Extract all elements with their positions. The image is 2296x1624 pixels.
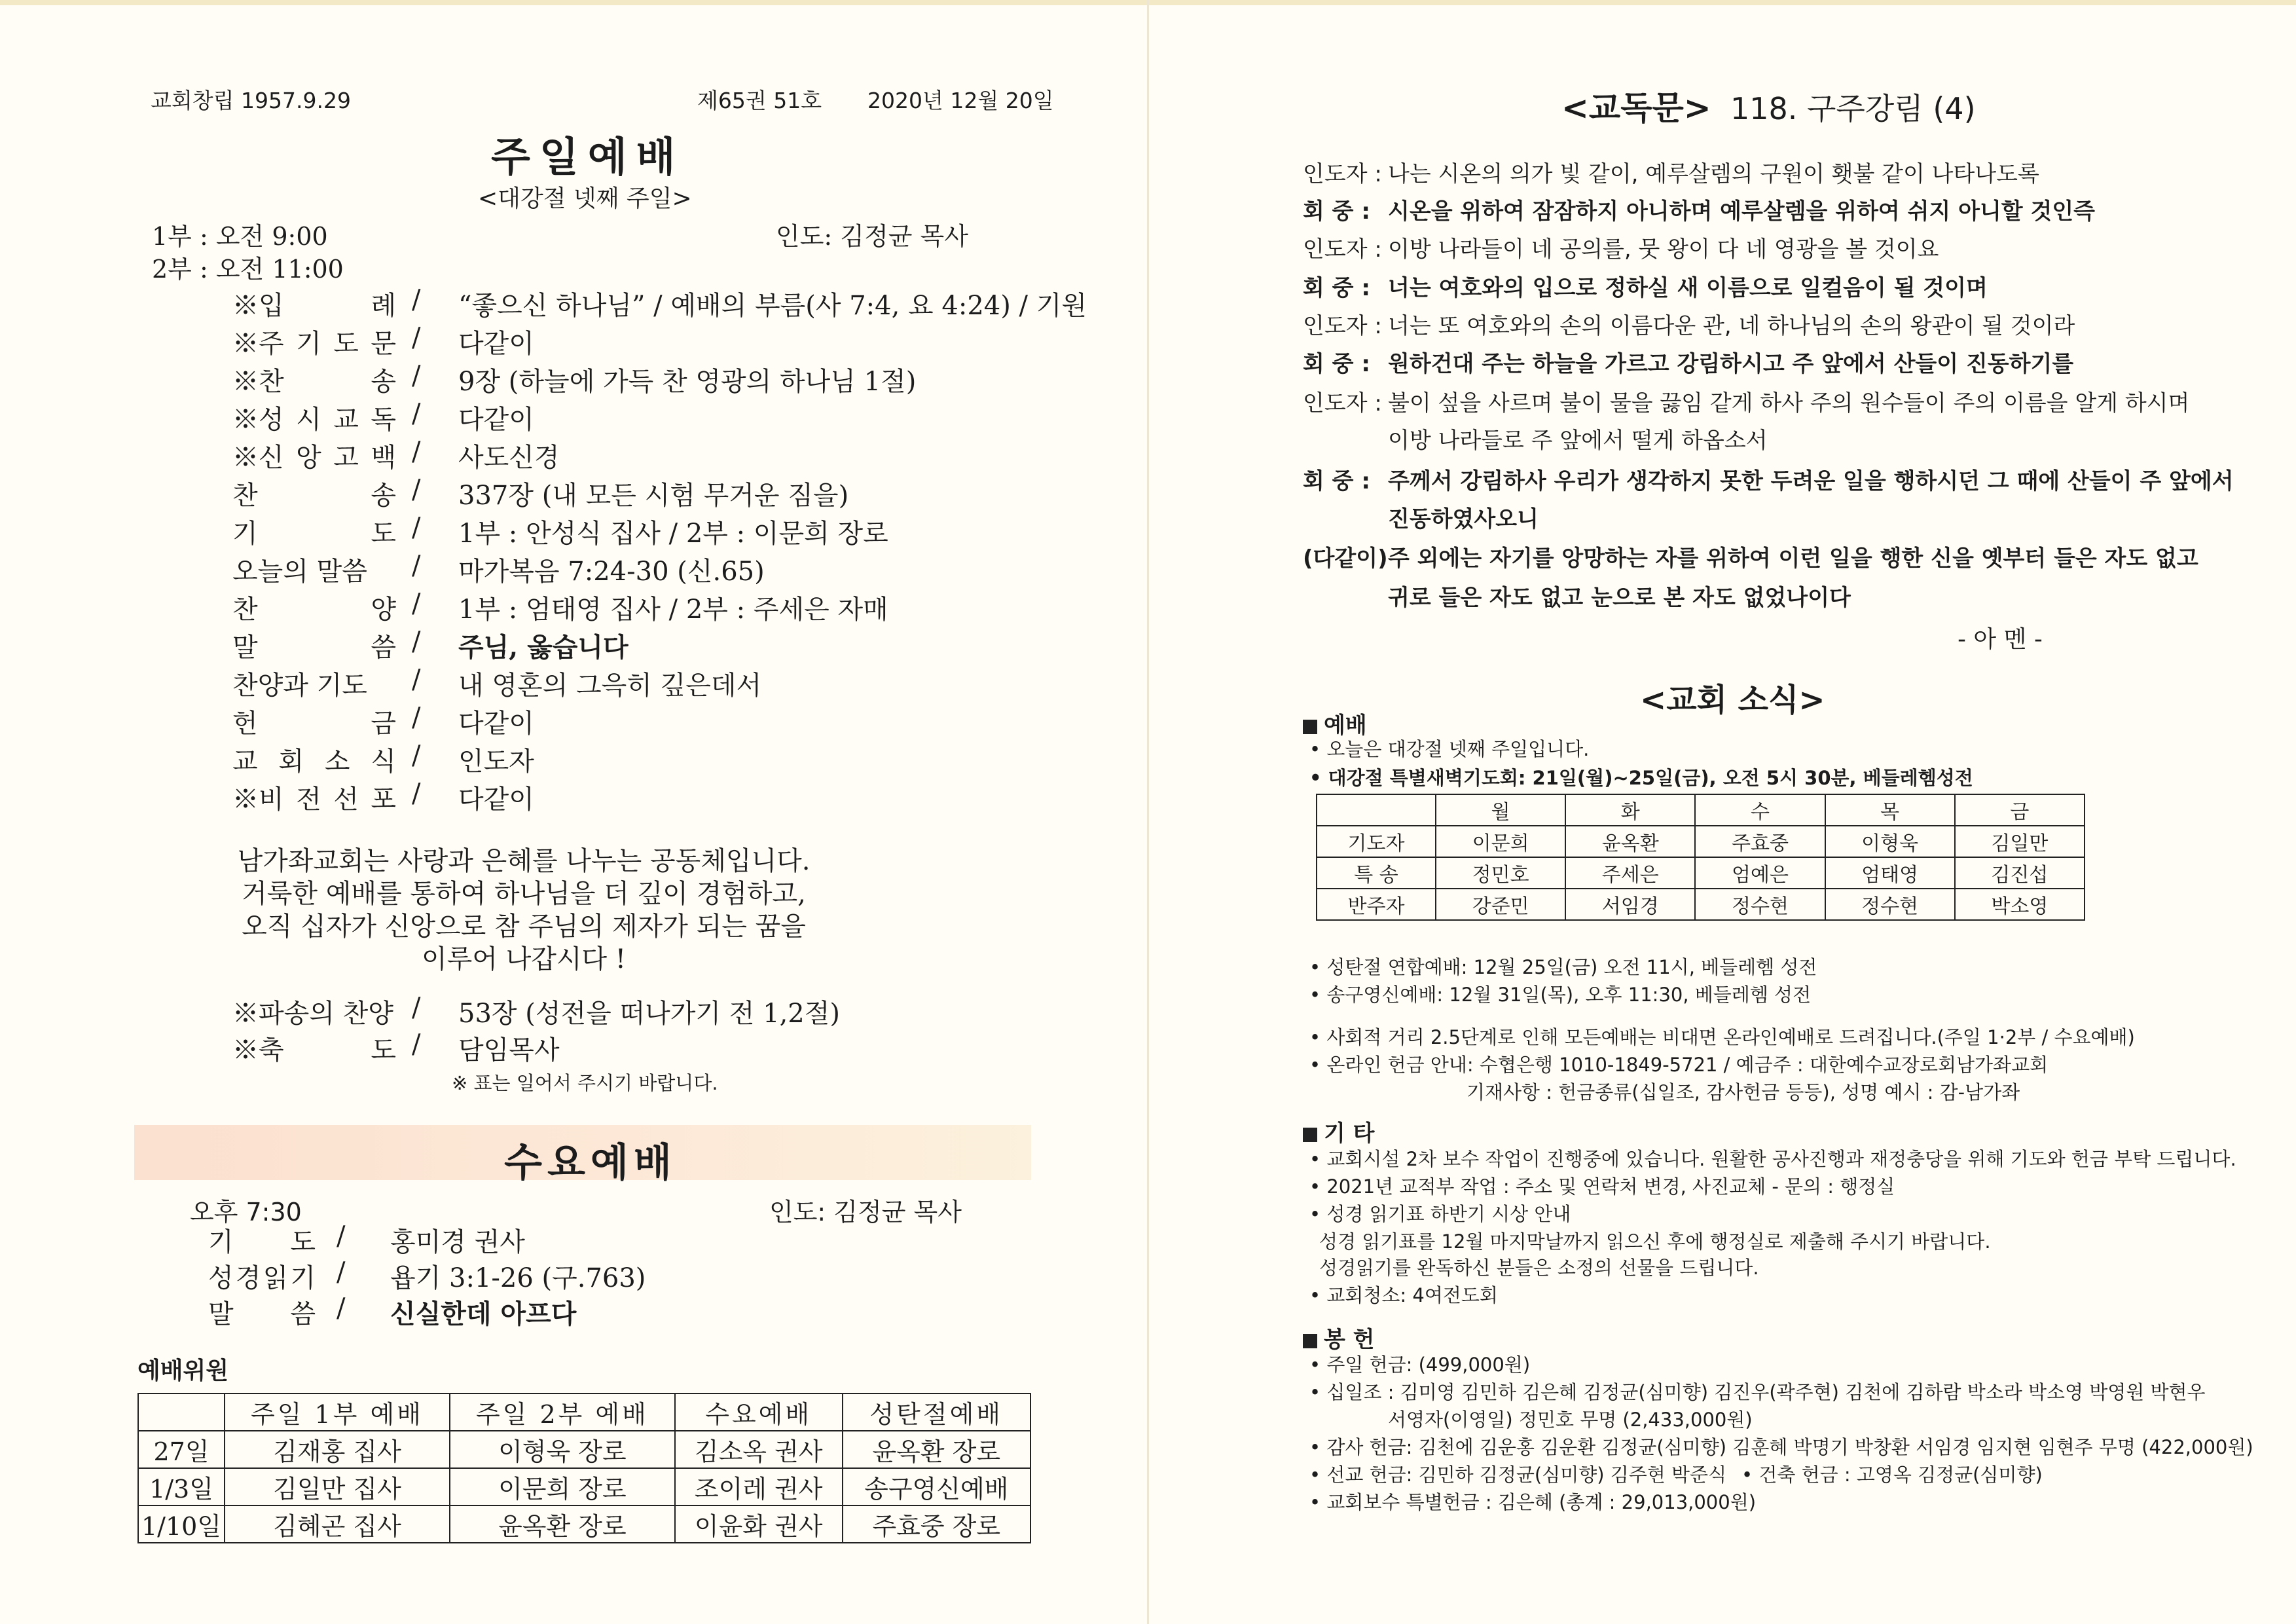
news-line: 성경읽기를 완독하신 분들은 소정의 선물을 드립니다. xyxy=(1319,1257,1759,1279)
order-slash: / xyxy=(412,779,421,809)
reading-speaker: 회 중 : xyxy=(1303,351,1370,377)
order-value: 인도자 xyxy=(458,747,534,777)
reading-text: 불이 섶을 사르며 불이 물을 끓임 같게 하사 주의 원수들이 주의 이름을 알게 하시며 xyxy=(1388,390,2190,416)
order-slash: / xyxy=(412,741,421,771)
closing-slash: / xyxy=(412,1029,421,1060)
offering-line: • 주일 헌금: (499,000원) xyxy=(1309,1354,1531,1376)
order-slash: / xyxy=(412,513,421,543)
order-slash: / xyxy=(412,475,421,505)
reading-speaker: 회 중 : xyxy=(1303,468,1370,494)
volume-number: 제65권 51호 xyxy=(697,88,822,113)
duty-row xyxy=(138,1468,1030,1505)
order-label: 헌 금 xyxy=(232,709,396,739)
duty-header-row xyxy=(138,1393,1030,1431)
order-label: 기 도 xyxy=(232,519,396,549)
reading-line xyxy=(1303,463,2234,495)
duty-cell: 조이레 권사 xyxy=(675,1468,843,1505)
dawn-header-cell: 목 xyxy=(1825,794,1955,826)
closing-label: ※축 도 xyxy=(232,1035,396,1065)
reading-text: 주께서 강림하사 우리가 생각하지 못한 두려운 일을 행하시던 그 때에 산들이 주 앞에서 xyxy=(1388,468,2234,494)
dawn-header-row xyxy=(1317,794,2085,826)
order-label: 말 씀 xyxy=(232,633,396,663)
reading-text: 이방 나라들이 네 공의를, 뭇 왕이 다 네 영광을 볼 것이요 xyxy=(1388,236,1939,263)
order-label: 찬 송 xyxy=(232,481,396,511)
duty-row xyxy=(138,1505,1030,1543)
order-value: 마가복음 7:24-30 (신.65) xyxy=(458,557,765,587)
dawn-cell: 주효중 xyxy=(1695,826,1825,857)
order-label: ※비 전 선 포 xyxy=(232,784,396,815)
dawn-cell: 주세은 xyxy=(1565,857,1695,889)
sunday-service-title: 주일예배 xyxy=(491,133,685,181)
reading-text: 이방 나라들로 주 앞에서 떨게 하옵소서 xyxy=(1388,428,1768,454)
order-label: 찬 양 xyxy=(232,595,396,625)
dawn-cell: 김일만 xyxy=(1955,826,2085,857)
reading-text: 너는 또 여호와의 손의 이름다운 관, 네 하나님의 손의 왕관이 될 것이라 xyxy=(1388,313,2075,339)
offering-line: • 십일조 : 김미영 김민하 김은혜 김정균(심미향) 김진우(곽주현) 김천에 김하람 박소라 박소영 박영원 박현우 xyxy=(1309,1381,2206,1403)
news-line: • 온라인 헌금 안내: 수협은행 1010-1849-5721 / 예금주 : 대한예수교장로회남가좌교회 xyxy=(1309,1054,2049,1076)
wed-order-value: 욥기 3:1-26 (구.763) xyxy=(390,1263,646,1293)
reading-title xyxy=(1561,82,1976,129)
reading-speaker: 회 중 : xyxy=(1303,198,1370,225)
wed-order-label: 성 경 읽 기 xyxy=(208,1263,316,1293)
reading-text: 너는 여호와의 입으로 정하실 새 이름으로 일컬음이 될 것이며 xyxy=(1388,275,1988,301)
duty-cell: 1/10일 xyxy=(138,1505,225,1543)
order-value: 9장 (하늘에 가득 찬 영광의 하나님 1절) xyxy=(458,367,917,397)
wednesday-service-title: 수요예배 xyxy=(504,1140,677,1186)
reading-line xyxy=(1388,580,1851,612)
reading-speaker: 인도자 : xyxy=(1303,236,1382,263)
closing-value: 담임목사 xyxy=(458,1035,560,1065)
reading-speaker: 인도자 : xyxy=(1303,390,1382,416)
dawn-cell: 정민호 xyxy=(1436,857,1565,889)
duty-cell: 김재홍 집사 xyxy=(225,1431,450,1468)
news-line: • 대강절 특별새벽기도회: 21일(월)~25일(금), 오전 5시 30분, 베들레헴성전 xyxy=(1309,767,1973,789)
vision-line: 이루어 나갑시다 ! xyxy=(422,944,626,974)
order-label: ※성 시 교 독 xyxy=(232,405,396,435)
duty-cell: 김혜곤 집사 xyxy=(225,1505,450,1543)
reading-line xyxy=(1303,231,1939,263)
reading-line xyxy=(1388,501,1539,533)
dawn-cell: 정수현 xyxy=(1825,889,1955,920)
reading-line xyxy=(1303,385,2189,417)
duty-header-cell: 주일 2부 예배 xyxy=(450,1393,675,1431)
news-line: • 교회시설 2차 보수 작업이 진행중에 있습니다. 원활한 공사진행과 재정충당을 위해 기도와 헌금 부탁 드립니다. xyxy=(1309,1148,2236,1170)
dawn-cell: 반주자 xyxy=(1317,889,1436,920)
offering-line: • 감사 헌금: 김천에 김운홍 김운환 김정균(심미향) 김훈혜 박명기 박창환 서임경 임지현 임현주 무명 (422,000원) xyxy=(1309,1436,2253,1458)
order-label: ※신 앙 고 백 xyxy=(232,443,396,473)
dawn-cell: 서임경 xyxy=(1565,889,1695,920)
vision-line: 남가좌교회는 사랑과 은혜를 나누는 공동체입니다. xyxy=(237,846,811,876)
reading-line xyxy=(1303,308,2075,340)
news-line: • 송구영신예배: 12월 31일(목), 오후 11:30, 베들레헴 성전 xyxy=(1309,984,1812,1006)
dawn-cell: 이문희 xyxy=(1436,826,1565,857)
news-line: 기재사항 : 헌금종류(십일조, 감사헌금 등등), 성명 예시 : 감-남가좌 xyxy=(1467,1081,2020,1103)
service-time-1: 1부 : 오전 9:00 xyxy=(152,222,328,251)
bulletin-date: 2020년 12월 20일 xyxy=(867,88,1054,113)
reading-line xyxy=(1303,193,2095,225)
offering-line: 서영자(이영일) 정민호 무명 (2,433,000원) xyxy=(1388,1409,1753,1431)
duty-cell: 27일 xyxy=(138,1431,225,1468)
offering-line: • 건축 헌금 : 고영옥 김정균(심미향) xyxy=(1741,1464,2043,1486)
reading-number: 118. 구주강림 (4) xyxy=(1730,91,1976,126)
dawn-cell: 특 송 xyxy=(1317,857,1436,889)
dawn-header-cell: 금 xyxy=(1955,794,2085,826)
reading-text: 진동하였사오니 xyxy=(1388,506,1539,532)
dawn-cell: 기도자 xyxy=(1317,826,1436,857)
reading-label: <교독문> xyxy=(1561,88,1711,127)
dawn-row xyxy=(1317,857,2085,889)
duty-header-cell: 수요예배 xyxy=(675,1393,843,1431)
offering-line: • 교회보수 특별헌금 : 김은혜 (총계 : 29,013,000원) xyxy=(1309,1491,1757,1513)
reading-text: 귀로 들은 자도 없고 눈으로 본 자도 없었나이다 xyxy=(1388,585,1851,611)
dawn-row xyxy=(1317,826,2085,857)
duty-cell: 윤옥환 장로 xyxy=(843,1431,1031,1468)
reading-speaker: 회 중 : xyxy=(1303,275,1370,301)
founded-date: 교회창립 1957.9.29 xyxy=(151,88,351,113)
service-time-2: 2부 : 오전 11:00 xyxy=(152,255,344,284)
duty-cell: 김소옥 권사 xyxy=(675,1431,843,1468)
wednesday-time: 오후 7:30 xyxy=(190,1198,302,1227)
wed-order-value: 홍미경 권사 xyxy=(390,1227,525,1257)
duty-cell: 이윤화 권사 xyxy=(675,1505,843,1543)
duty-cell: 주효중 장로 xyxy=(843,1505,1031,1543)
vision-line: 거룩한 예배를 통하여 하나님을 더 깊이 경험하고, xyxy=(242,879,806,909)
offering-section-header: 봉 헌 xyxy=(1303,1321,1375,1354)
duty-title: 예배위원 xyxy=(137,1357,229,1384)
dawn-cell: 박소영 xyxy=(1955,889,2085,920)
wed-order-slash: / xyxy=(337,1257,346,1287)
dawn-row xyxy=(1317,889,2085,920)
duty-header-cell: 주일 1부 예배 xyxy=(225,1393,450,1431)
dawn-cell: 김진섭 xyxy=(1955,857,2085,889)
offering-line: • 선교 헌금: 김민하 김정균(심미향) 김주현 박준식 xyxy=(1309,1464,1727,1486)
order-value: 1부 : 엄태영 집사 / 2부 : 주세은 자매 xyxy=(458,595,888,625)
etc-section-header: 기 타 xyxy=(1303,1115,1375,1147)
order-value: 다같이 xyxy=(458,709,534,739)
order-value: 다같이 xyxy=(458,784,534,815)
worship-section-header: 예배 xyxy=(1303,707,1367,739)
reading-line xyxy=(1303,270,1988,302)
wed-order-value: 신실한데 아프다 xyxy=(390,1299,577,1329)
order-slash: / xyxy=(412,665,421,695)
order-slash: / xyxy=(412,323,421,353)
dawn-cell: 윤옥환 xyxy=(1565,826,1695,857)
reading-speaker: 인도자 : xyxy=(1303,313,1382,339)
reading-speaker: (다같이) xyxy=(1303,545,1388,572)
order-label: ※주 기 도 문 xyxy=(232,329,396,359)
wed-order-slash: / xyxy=(337,1293,346,1323)
news-line: • 2021년 교적부 작업 : 주소 및 연락처 변경, 사진교체 - 문의 : 행정실 xyxy=(1309,1175,1895,1198)
duty-cell: 윤옥환 장로 xyxy=(450,1505,675,1543)
dawn-cell: 이형욱 xyxy=(1825,826,1955,857)
reading-text: 시온을 위하여 잠잠하지 아니하며 예루살렘을 위하여 쉬지 아니할 것인즉 xyxy=(1388,198,2096,225)
reading-line xyxy=(1303,540,2198,572)
order-value: 주님, 옳습니다 xyxy=(458,632,629,663)
order-value: 내 영혼의 그윽히 깊은데서 xyxy=(458,671,762,701)
amen: - 아 멘 - xyxy=(1958,626,2043,653)
order-slash: / xyxy=(412,361,421,391)
closing-value: 53장 (성전을 떠나가기 전 1,2절) xyxy=(458,999,840,1029)
order-slash: / xyxy=(412,551,421,581)
news-line: • 사회적 거리 2.5단계로 인해 모든예배는 비대면 온라인예배로 드려집니다.(주일 1·2부 / 수요예배) xyxy=(1309,1026,2135,1048)
dawn-header-cell xyxy=(1317,794,1436,826)
order-slash: / xyxy=(412,627,421,657)
news-line: • 오늘은 대강절 넷째 주일입니다. xyxy=(1309,738,1590,760)
order-value: 337장 (내 모든 시험 무거운 짐을) xyxy=(458,481,849,511)
reading-text: 원하건대 주는 하늘을 가르고 강림하시고 주 앞에서 산들이 진동하기를 xyxy=(1388,351,2074,377)
wednesday-leader: 인도: 김정균 목사 xyxy=(769,1198,962,1227)
duty-header-cell xyxy=(138,1393,225,1431)
dawn-header-cell: 수 xyxy=(1695,794,1825,826)
order-slash: / xyxy=(412,437,421,467)
news-line: • 성경 읽기표 하반기 시상 안내 xyxy=(1309,1203,1571,1225)
dawn-header-cell: 월 xyxy=(1436,794,1565,826)
news-line: 성경 읽기표를 12월 마지막날까지 읽으신 후에 행정실로 제출해 주시기 바랍니다. xyxy=(1319,1230,1991,1253)
dawn-cell: 정수현 xyxy=(1695,889,1825,920)
order-label: 교 회 소 식 xyxy=(232,747,396,777)
closing-label: ※파송의 찬양 xyxy=(232,999,393,1029)
duty-cell: 송구영신예배 xyxy=(843,1468,1031,1505)
duty-row xyxy=(138,1431,1030,1468)
order-value: 1부 : 안성식 집사 / 2부 : 이문희 장로 xyxy=(458,519,888,549)
reading-line xyxy=(1388,422,1768,454)
order-label: 오늘의 말씀 xyxy=(232,557,367,587)
wed-order-label: 기 도 xyxy=(208,1227,316,1257)
duty-cell: 1/3일 xyxy=(138,1468,225,1505)
sunday-leader: 인도: 김정균 목사 xyxy=(776,222,968,251)
dawn-cell: 강준민 xyxy=(1436,889,1565,920)
order-slash: / xyxy=(412,285,421,315)
vision-line: 오직 십자가 신앙으로 참 주님의 제자가 되는 꿈을 xyxy=(242,912,806,942)
order-value: 사도신경 xyxy=(458,443,560,473)
dawn-prayer-table xyxy=(1316,794,2085,921)
order-value: 다같이 xyxy=(458,405,534,435)
order-label: ※찬 송 xyxy=(232,367,396,397)
standing-note: ※ 표는 일어서 주시기 바랍니다. xyxy=(452,1072,718,1094)
duty-table xyxy=(137,1393,1031,1543)
order-slash: / xyxy=(412,399,421,429)
dawn-cell: 엄예은 xyxy=(1695,857,1825,889)
dawn-header-cell: 화 xyxy=(1565,794,1695,826)
order-value: “좋으신 하나님” / 예배의 부름(사 7:4, 요 4:24) / 기원 xyxy=(458,291,1087,321)
sunday-subtitle: <대강절 넷째 주일> xyxy=(478,185,692,212)
wed-order-slash: / xyxy=(337,1221,346,1251)
reading-line xyxy=(1303,346,2073,378)
reading-text: 나는 시온의 의가 빛 같이, 예루살렘의 구원이 횃불 같이 나타나도록 xyxy=(1388,161,2039,187)
wed-order-label: 말 씀 xyxy=(208,1299,316,1329)
news-line: • 성탄절 연합예배: 12월 25일(금) 오전 11시, 베들레헴 성전 xyxy=(1309,956,1817,978)
order-slash: / xyxy=(412,703,421,733)
duty-cell: 이형욱 장로 xyxy=(450,1431,675,1468)
reading-speaker: 인도자 : xyxy=(1303,161,1382,187)
center-fold xyxy=(1147,0,1149,1624)
news-line: • 교회청소: 4여전도회 xyxy=(1309,1284,1498,1306)
reading-line xyxy=(1303,156,2039,188)
order-slash: / xyxy=(412,589,421,619)
duty-cell: 이문희 장로 xyxy=(450,1468,675,1505)
order-label: ※입 례 xyxy=(232,291,396,321)
dawn-cell: 엄태영 xyxy=(1825,857,1955,889)
duty-header-cell: 성탄절예배 xyxy=(843,1393,1031,1431)
order-value: 다같이 xyxy=(458,329,534,359)
duty-cell: 김일만 집사 xyxy=(225,1468,450,1505)
reading-text: 주 외에는 자기를 앙망하는 자를 위하여 이런 일을 행한 신을 옛부터 들은 자도 없고 xyxy=(1388,545,2198,572)
order-label: 찬양과 기도 xyxy=(232,671,367,701)
closing-slash: / xyxy=(412,993,421,1023)
news-title: <교회 소식> xyxy=(1640,682,1825,718)
